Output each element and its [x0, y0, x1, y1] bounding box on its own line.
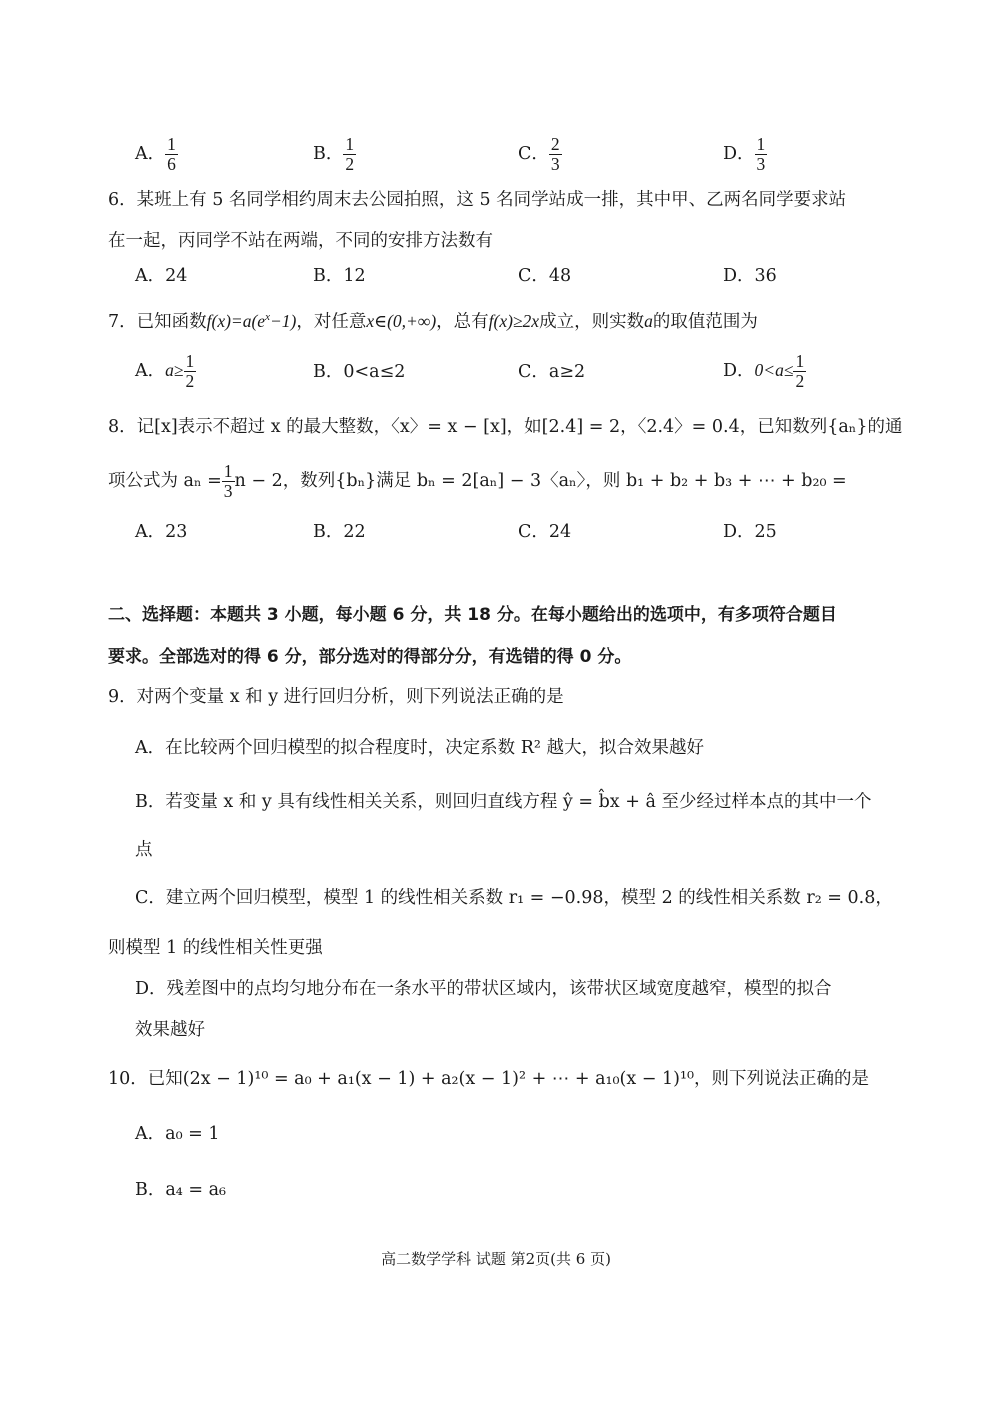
- q6-option-b: B．12: [313, 266, 366, 286]
- q9-option-b-line1: B．若变量 x 和 y 具有线性相关关系，则回归直线方程 ŷ = b̂x + â 至少经过样本点的其中一个: [135, 792, 872, 812]
- q10-stem: 10．已知(2x − 1)¹⁰ = a₀ + a₁(x − 1) + a₂(x − 1)² + ⋯ + a₁₀(x − 1)¹⁰，则下列说法正确的是: [108, 1069, 870, 1089]
- q7-stem: 7．已知函数$f(x)=a(e^x-1)$，对任意x∈(0,+∞)，总有f(x)≥2x成立，则实数a的取值范围为: [108, 310, 758, 332]
- q8-stem-line2: 项公式为 aₙ = $\frac{1}{3}$ n − 2，数列{bₙ}满足 bₙ = 2[aₙ] − 3〈aₙ〉，则 b₁ + b₂ + b₃ + ⋯ + b₂₀ =: [108, 461, 847, 501]
- q7-option-b: B．0<a≤2: [313, 362, 406, 382]
- q7-option-c: C．a≥2: [518, 362, 586, 382]
- q5-option-c: C． $\frac{2}{3}$: [518, 134, 560, 174]
- q9-option-c-line1: C．建立两个回归模型，模型 1 的线性相关系数 r₁ = −0.98，模型 2 的线性相关系数 r₂ = 0.8，: [135, 888, 893, 908]
- q9-option-b-line2: 点: [135, 840, 153, 860]
- q9-option-c-line2: 则模型 1 的线性相关性更强: [108, 938, 323, 958]
- q10-option-b: B．a₄ = a₆: [135, 1180, 227, 1200]
- q8-option-d: D．25: [723, 522, 777, 542]
- q7-option-a: A．a≥ $\frac{1}{2}$: [135, 351, 195, 391]
- q6-stem-line2: 在一起，丙同学不站在两端，不同的安排方法数有: [108, 231, 493, 251]
- q9-option-d-line1: D．残差图中的点均匀地分布在一条水平的带状区域内，该带状区域宽度越窄，模型的拟合: [135, 979, 832, 999]
- q9-stem: 9．对两个变量 x 和 y 进行回归分析，则下列说法正确的是: [108, 687, 564, 707]
- q8-stem-line1: 8．记[x]表示不超过 x 的最大整数，〈x〉= x − [x]，如[2.4] = 2，〈2.4〉= 0.4，已知数列{aₙ}的通: [108, 417, 903, 437]
- q9-option-d-line2: 效果越好: [135, 1020, 205, 1040]
- q8-option-b: B．22: [313, 522, 366, 542]
- q5-option-d: D． $\frac{1}{3}$: [723, 134, 766, 174]
- q10-option-a: A．a₀ = 1: [135, 1124, 220, 1144]
- q5-option-a: A． $\frac{1}{6}$: [135, 134, 176, 174]
- q6-option-d: D．36: [723, 266, 777, 286]
- q6-stem-line1: 6．某班上有 5 名同学相约周末去公园拍照，这 5 名同学站成一排，其中甲、乙两名同学要求站: [108, 190, 847, 210]
- q8-option-a: A．23: [135, 522, 188, 542]
- page-footer: 高二数学学科 试题 第2页(共 6 页): [381, 1250, 611, 1268]
- q5-option-b: B． $\frac{1}{2}$: [313, 134, 355, 174]
- section2-heading-line1: 二、选择题：本题共 3 小题，每小题 6 分，共 18 分。在每小题给出的选项中，有多项符合题目: [108, 605, 837, 625]
- q7-option-d: D．0<a≤ $\frac{1}{2}$: [723, 351, 805, 391]
- q6-option-c: C．48: [518, 266, 572, 286]
- q9-option-a: A．在比较两个回归模型的拟合程度时，决定系数 R² 越大，拟合效果越好: [135, 738, 704, 758]
- q6-option-a: A．24: [135, 266, 188, 286]
- section2-heading-line2: 要求。全部选对的得 6 分，部分选对的得部分分，有选错的得 0 分。: [108, 647, 632, 667]
- q8-option-c: C．24: [518, 522, 572, 542]
